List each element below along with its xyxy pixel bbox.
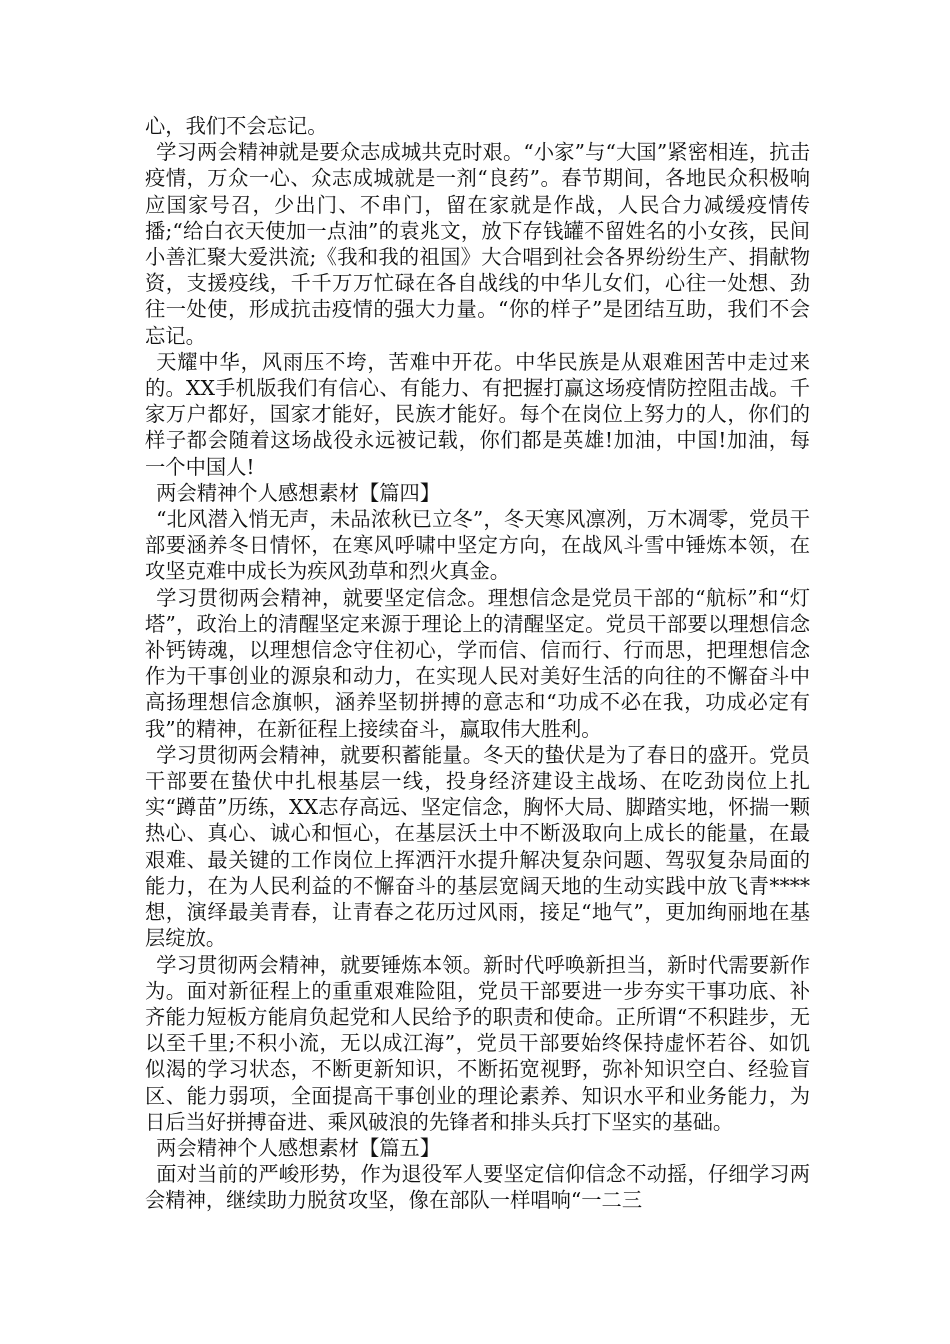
paragraph-hone-skills: 学习贯彻两会精神，就要锤炼本领。新时代呼唤新担当，新时代需要新作为。面对新征程上的重重艰难险阻，党员干部要进一步夯实干事功底、补齐能力短板方能肩负起党和人民给予的职责和使命。正所谓“不积跬步，无以至千里;不积小流，无以成江海”，党员干部要始终保持虚怀若谷、如饥似渴的学习状态，不断更新知识，不断拓宽视野，弥补知识空白、经验盲区、能力弱项，全面提高干事创业的理论素养、知识水平和业务能力，为日后当好拼搏奋进、乘风破浪的先锋者和排头兵打下坚实的基础。 — [145, 952, 810, 1134]
paragraph-winter-intro: “北风潜入悄无声，未品浓秋已立冬”，冬天寒风凛冽，万木凋零，党员干部要涵养冬日情怀，在寒风呼啸中坚定方向，在战风斗雪中锤炼本领，在攻坚克难中成长为疾风劲草和烈火真金。 — [145, 507, 810, 584]
section-heading-part-five: 两会精神个人感想素材【篇五】 — [156, 1135, 441, 1160]
paragraph-continuation: 心，我们不会忘记。 — [145, 114, 328, 138]
paragraph-unity: 学习两会精神就是要众志成城共克时艰。“小家”与“大国”紧密相连，抗击疫情，万众一心、众志成城就是一剂“良药”。春节期间，各地民众积极响应国家号召，少出门、不串门，留在家就是作战，人民合力减缓疫情传播;“给白衣天使加一点油”的袁兆文，放下存钱罐不留姓名的小女孩，民间小善汇聚大爱洪流;《我和我的祖国》大合唱到社会各界纷纷生产、捐献物资，支援疫线，千千万万忙碌在各自战线的中华儿女们，心往一处想、劲往一处使，形成抗击疫情的强大力量。“你的样子”是团结互助，我们不会忘记。 — [145, 140, 810, 348]
paragraph-firm-belief: 学习贯彻两会精神，就要坚定信念。理想信念是党员干部的“航标”和“灯塔”，政治上的清醒坚定来源于理论上的清醒坚定。党员干部要以理想信念补钙铸魂，以理想信念守住初心，学而信、信而行、行而思，把理想信念作为干事创业的源泉和动力，在实现人民对美好生活的向往的不懈奋斗中高扬理想信念旗帜，涵养坚韧拼搏的意志和“功成不必在我，功成必定有我”的精神，在新征程上接续奋斗，赢取伟大胜利。 — [145, 585, 810, 741]
paragraph-veterans: 面对当前的严峻形势，作为退役军人要坚定信仰信念不动摇，仔细学习两会精神，继续助力脱贫攻坚，像在部队一样唱响“一二三 — [145, 1162, 810, 1213]
document-page — [145, 113, 810, 1214]
paragraph-confidence: 天耀中华，风雨压不垮，苦难中开花。中华民族是从艰难困苦中走过来的。XX手机版我们有信心、有能力、有把握打赢这场疫情防控阻击战。千家万户都好，国家才能好，民族才能好。每个在岗位上努力的人，你们的样子都会随着这场战役永远被记载，你们都是英雄!加油，中国!加油，每一个中国人! — [145, 349, 810, 479]
paragraph-accumulate-energy: 学习贯彻两会精神，就要积蓄能量。冬天的蛰伏是为了春日的盛开。党员干部要在蛰伏中扎根基层一线，投身经济建设主战场、在吃劲岗位上扎实“蹲苗”历练，XX志存高远、坚定信念，胸怀大局、脚踏实地，怀揣一颗热心、真心、诚心和恒心，在基层沃土中不断汲取向上成长的能量，在最艰难、最关键的工作岗位上挥洒汗水提升解决复杂问题、驾驭复杂局面的能力，在为人民利益的不懈奋斗的基层宽阔天地的生动实践中放飞青****想，演绎最美青春，让青春之花历过风雨，接足“地气”，更加绚丽地在基层绽放。 — [145, 742, 810, 951]
section-heading-part-four: 两会精神个人感想素材【篇四】 — [156, 480, 441, 505]
